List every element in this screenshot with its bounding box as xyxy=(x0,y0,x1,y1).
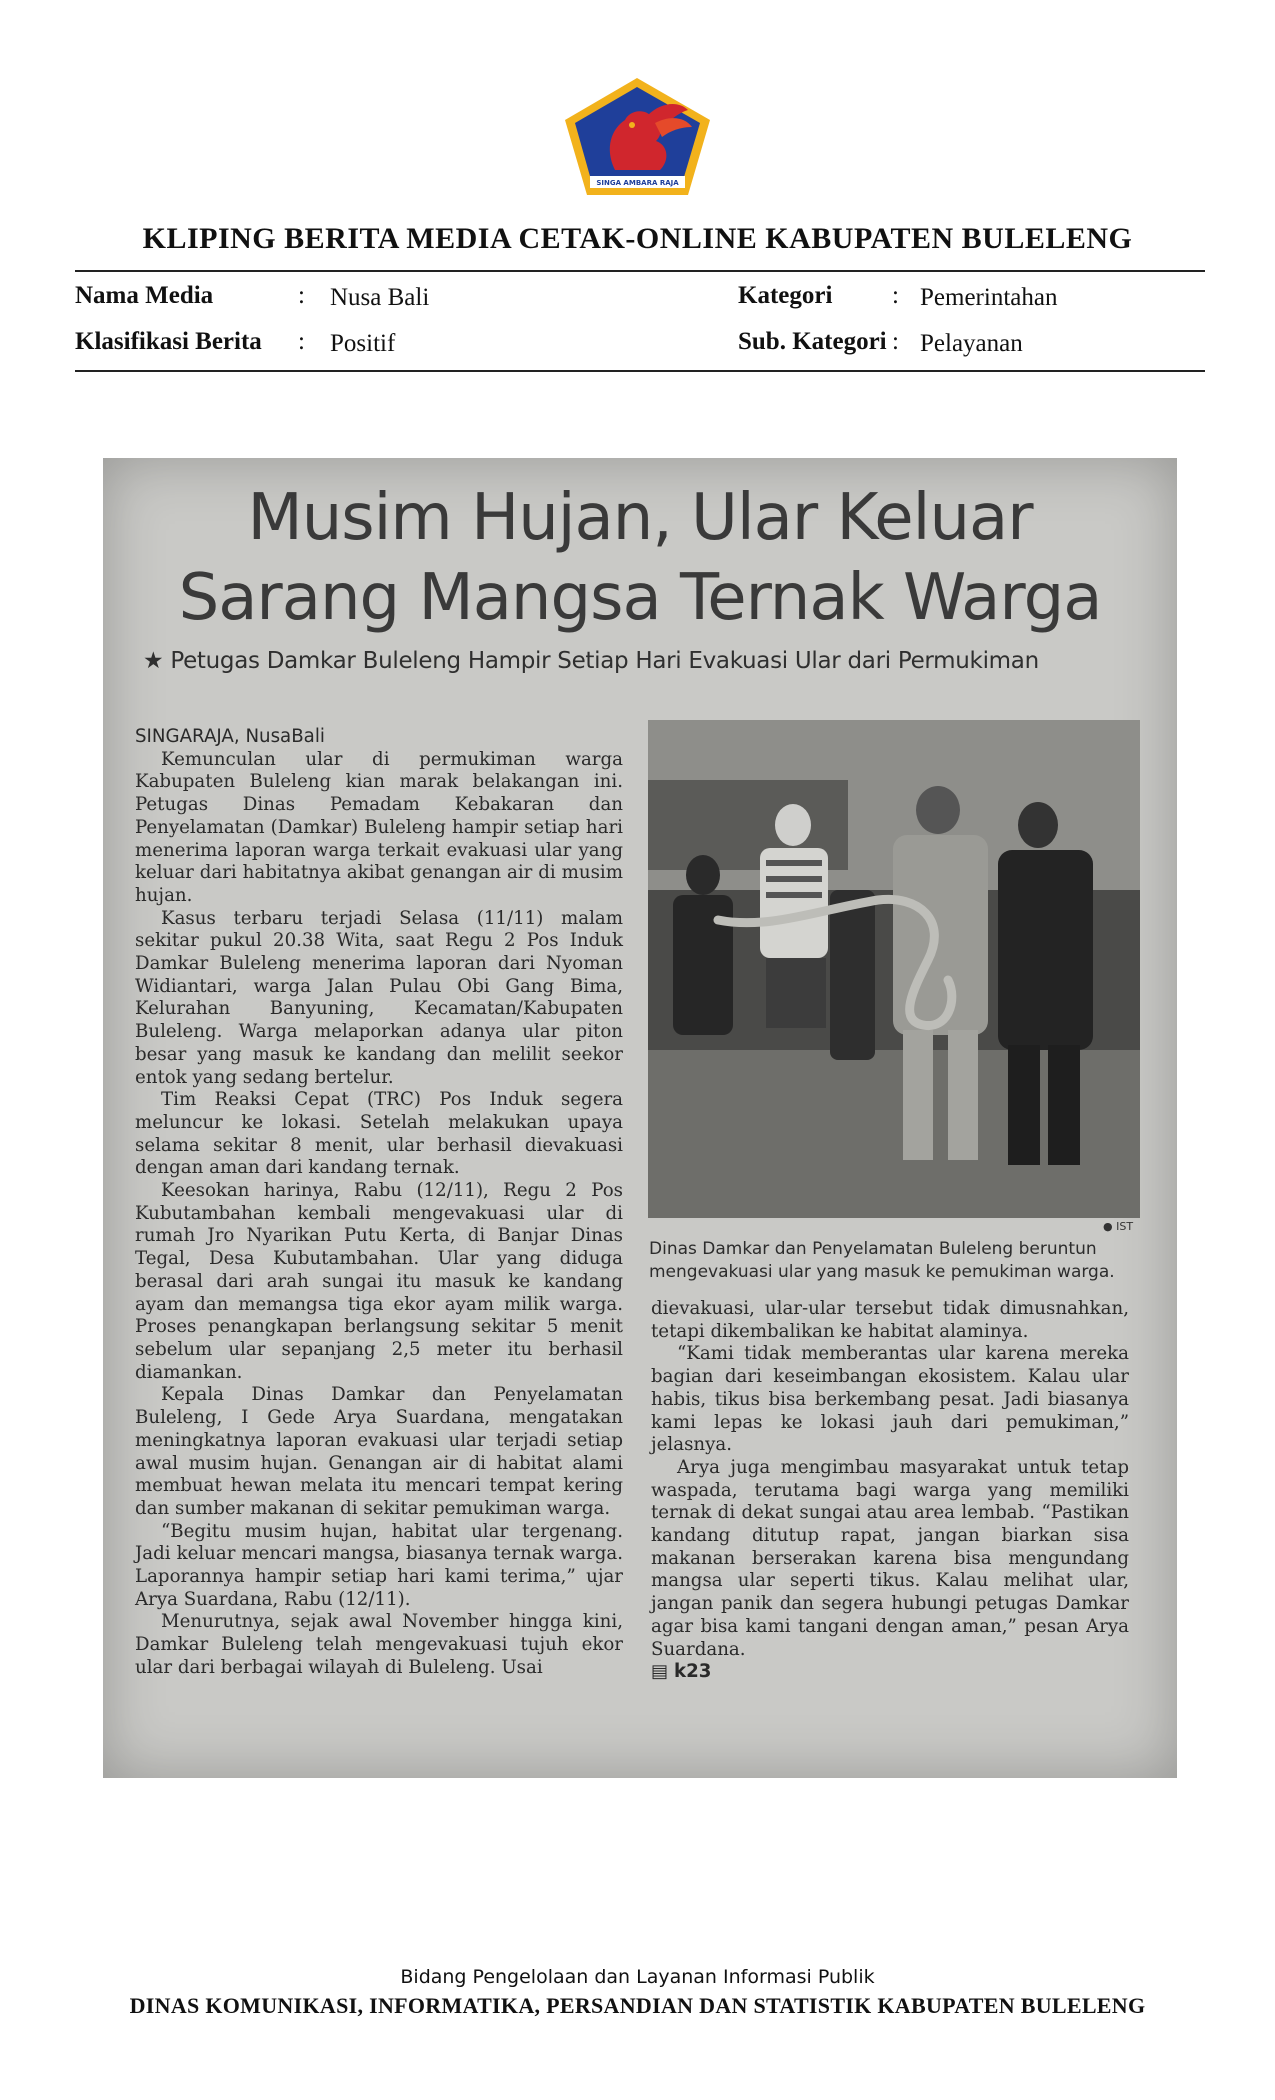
newspaper-icon: ▤ xyxy=(651,1661,674,1683)
colon: : xyxy=(298,328,305,355)
document-title: KLIPING BERITA MEDIA CETAK-ONLINE KABUPATEN BULELENG xyxy=(142,222,1133,255)
paragraph: Keesokan harinya, Rabu (12/11), Regu 2 Pos Kubutambahan kembali mengevakuasi ular di rumah Jro Nyarikan Putu Kerta, di Banjar Dinas Tegal, Desa Kubutambahan. Ular yang diduga berasal dari arah sungai itu masuk ke kandang ayam dan memangsa tiga ekor ayam milik warga. Proses penangkapan berlangsung sekitar 5 menit sebelum ular sepanjang 2,5 meter itu berhasil diamankan. xyxy=(135,1180,623,1383)
article-column-left xyxy=(135,726,623,1680)
subkategori-label: Sub. Kategori xyxy=(738,328,887,355)
kategori-label: Kategori xyxy=(738,282,833,309)
headline-line-2: Sarang Mangsa Ternak Warga xyxy=(178,561,1102,635)
newspaper-clipping xyxy=(103,458,1177,1778)
klasifikasi-label: Klasifikasi Berita xyxy=(75,328,262,355)
paragraph: dievakuasi, ular-ular tersebut tidak dimusnahkan, tetapi dikembalikan ke habitat alaminya. xyxy=(651,1298,1129,1342)
header-divider-top xyxy=(75,270,1205,272)
paragraph: Kasus terbaru terjadi Selasa (11/11) malam sekitar pukul 20.38 Wita, saat Regu 2 Pos Induk Damkar Buleleng menerima laporan dari Nyoman Widiantari, warga Jalan Pulau Obi Gang Bima, Kelurahan Banyuning, Kecamatan/Kabupaten Buleleng. Warga melaporkan adanya ular piton besar yang masuk ke kandang dan melilit seekor entok yang sedang bertelur. xyxy=(135,907,623,1088)
paragraph: Kepala Dinas Damkar dan Penyelamatan Buleleng, I Gede Arya Suardana, mengatakan meningkatnya laporan evakuasi ular terjadi setiap awal musim hujan. Genangan air di habitat alami membuat hewan melata itu mencari tempat kering dan sumber makanan di sekitar pemukiman warga. xyxy=(135,1384,623,1519)
photo-caption: Dinas Damkar dan Penyelamatan Buleleng beruntun mengevakuasi ular yang masuk ke pemukiman warga. xyxy=(649,1239,1115,1282)
media-value: Nusa Bali xyxy=(330,284,430,311)
paragraph: “Kami tidak memberantas ular karena mereka bagian dari keseimbangan ekosistem. Kalau ular habis, tikus bisa berkembang pesat. Jadi biasanya kami lepas ke lokasi jauh dari pemukiman,” jelasnya. xyxy=(651,1343,1129,1456)
paragraph: Kemunculan ular di permukiman warga Kabupaten Buleleng kian marak belakangan ini. Petugas Dinas Pemadam Kebakaran dan Penyelamatan (Damkar) Buleleng hampir setiap hari menerima laporan warga terkait evakuasi ular yang keluar dari habitatnya akibat genangan air di musim hujan. xyxy=(135,748,623,906)
subheadline: ★ Petugas Damkar Buleleng Hampir Setiap Hari Evakuasi Ular dari Permukiman xyxy=(143,648,1039,674)
logo-motto: SINGA AMBARA RAJA xyxy=(596,179,679,187)
article-photo xyxy=(648,720,1140,1218)
paragraph: Tim Reaksi Cepat (TRC) Pos Induk segera meluncur ke lokasi. Setelah melakukan upaya selama sekitar 8 menit, ular berhasil dievakuasi dengan aman dari kandang ternak. xyxy=(135,1089,623,1179)
header-divider-bottom xyxy=(75,370,1205,372)
paragraph: Menurutnya, sejak awal November hingga kini, Damkar Buleleng telah mengevakuasi tujuh ekor ular dari berbagai wilayah di Buleleng. Usai xyxy=(135,1611,623,1678)
colon: : xyxy=(892,282,899,309)
dateline: SINGARAJA, NusaBali xyxy=(135,726,325,747)
subkategori-value: Pelayanan xyxy=(920,330,1023,357)
headline-line-1: Musim Hujan, Ular Keluar xyxy=(247,481,1033,555)
photo-credit: ● IST xyxy=(1103,1220,1134,1233)
colon: : xyxy=(892,328,899,355)
footer-agency: DINAS KOMUNIKASI, INFORMATIKA, PERSANDIAN DAN STATISTIK KABUPATEN BULELENG xyxy=(129,1993,1146,2018)
kategori-value: Pemerintahan xyxy=(920,284,1058,311)
klasifikasi-value: Positif xyxy=(330,330,396,357)
colon: : xyxy=(298,282,305,309)
media-label: Nama Media xyxy=(75,282,214,309)
regency-logo xyxy=(560,75,715,200)
paragraph: “Begitu musim hujan, habitat ular tergenang. Jadi keluar mencari mangsa, biasanya ternak warga. Laporannya hampir setiap hari kami terima,” ujar Arya Suardana, Rabu (12/11). xyxy=(135,1520,623,1610)
article-column-right xyxy=(651,1298,1129,1684)
author-code: k23 xyxy=(673,1661,712,1683)
paragraph: Arya juga mengimbau masyarakat untuk tetap waspada, terutama bagi warga yang memiliki ternak di dekat sungai atau area lembab. “Pastikan kandang ditutup rapat, jangan biarkan sisa makanan berserakan karena bisa mengundang mangsa ular seperti tikus. Kalau melihat ular, jangan panik dan segera hubungi petugas Damkar agar bisa kami tangani dengan aman,” pesan Arya Suardana. xyxy=(651,1456,1129,1660)
footer-division: Bidang Pengelolaan dan Layanan Informasi Publik xyxy=(400,1966,875,1988)
